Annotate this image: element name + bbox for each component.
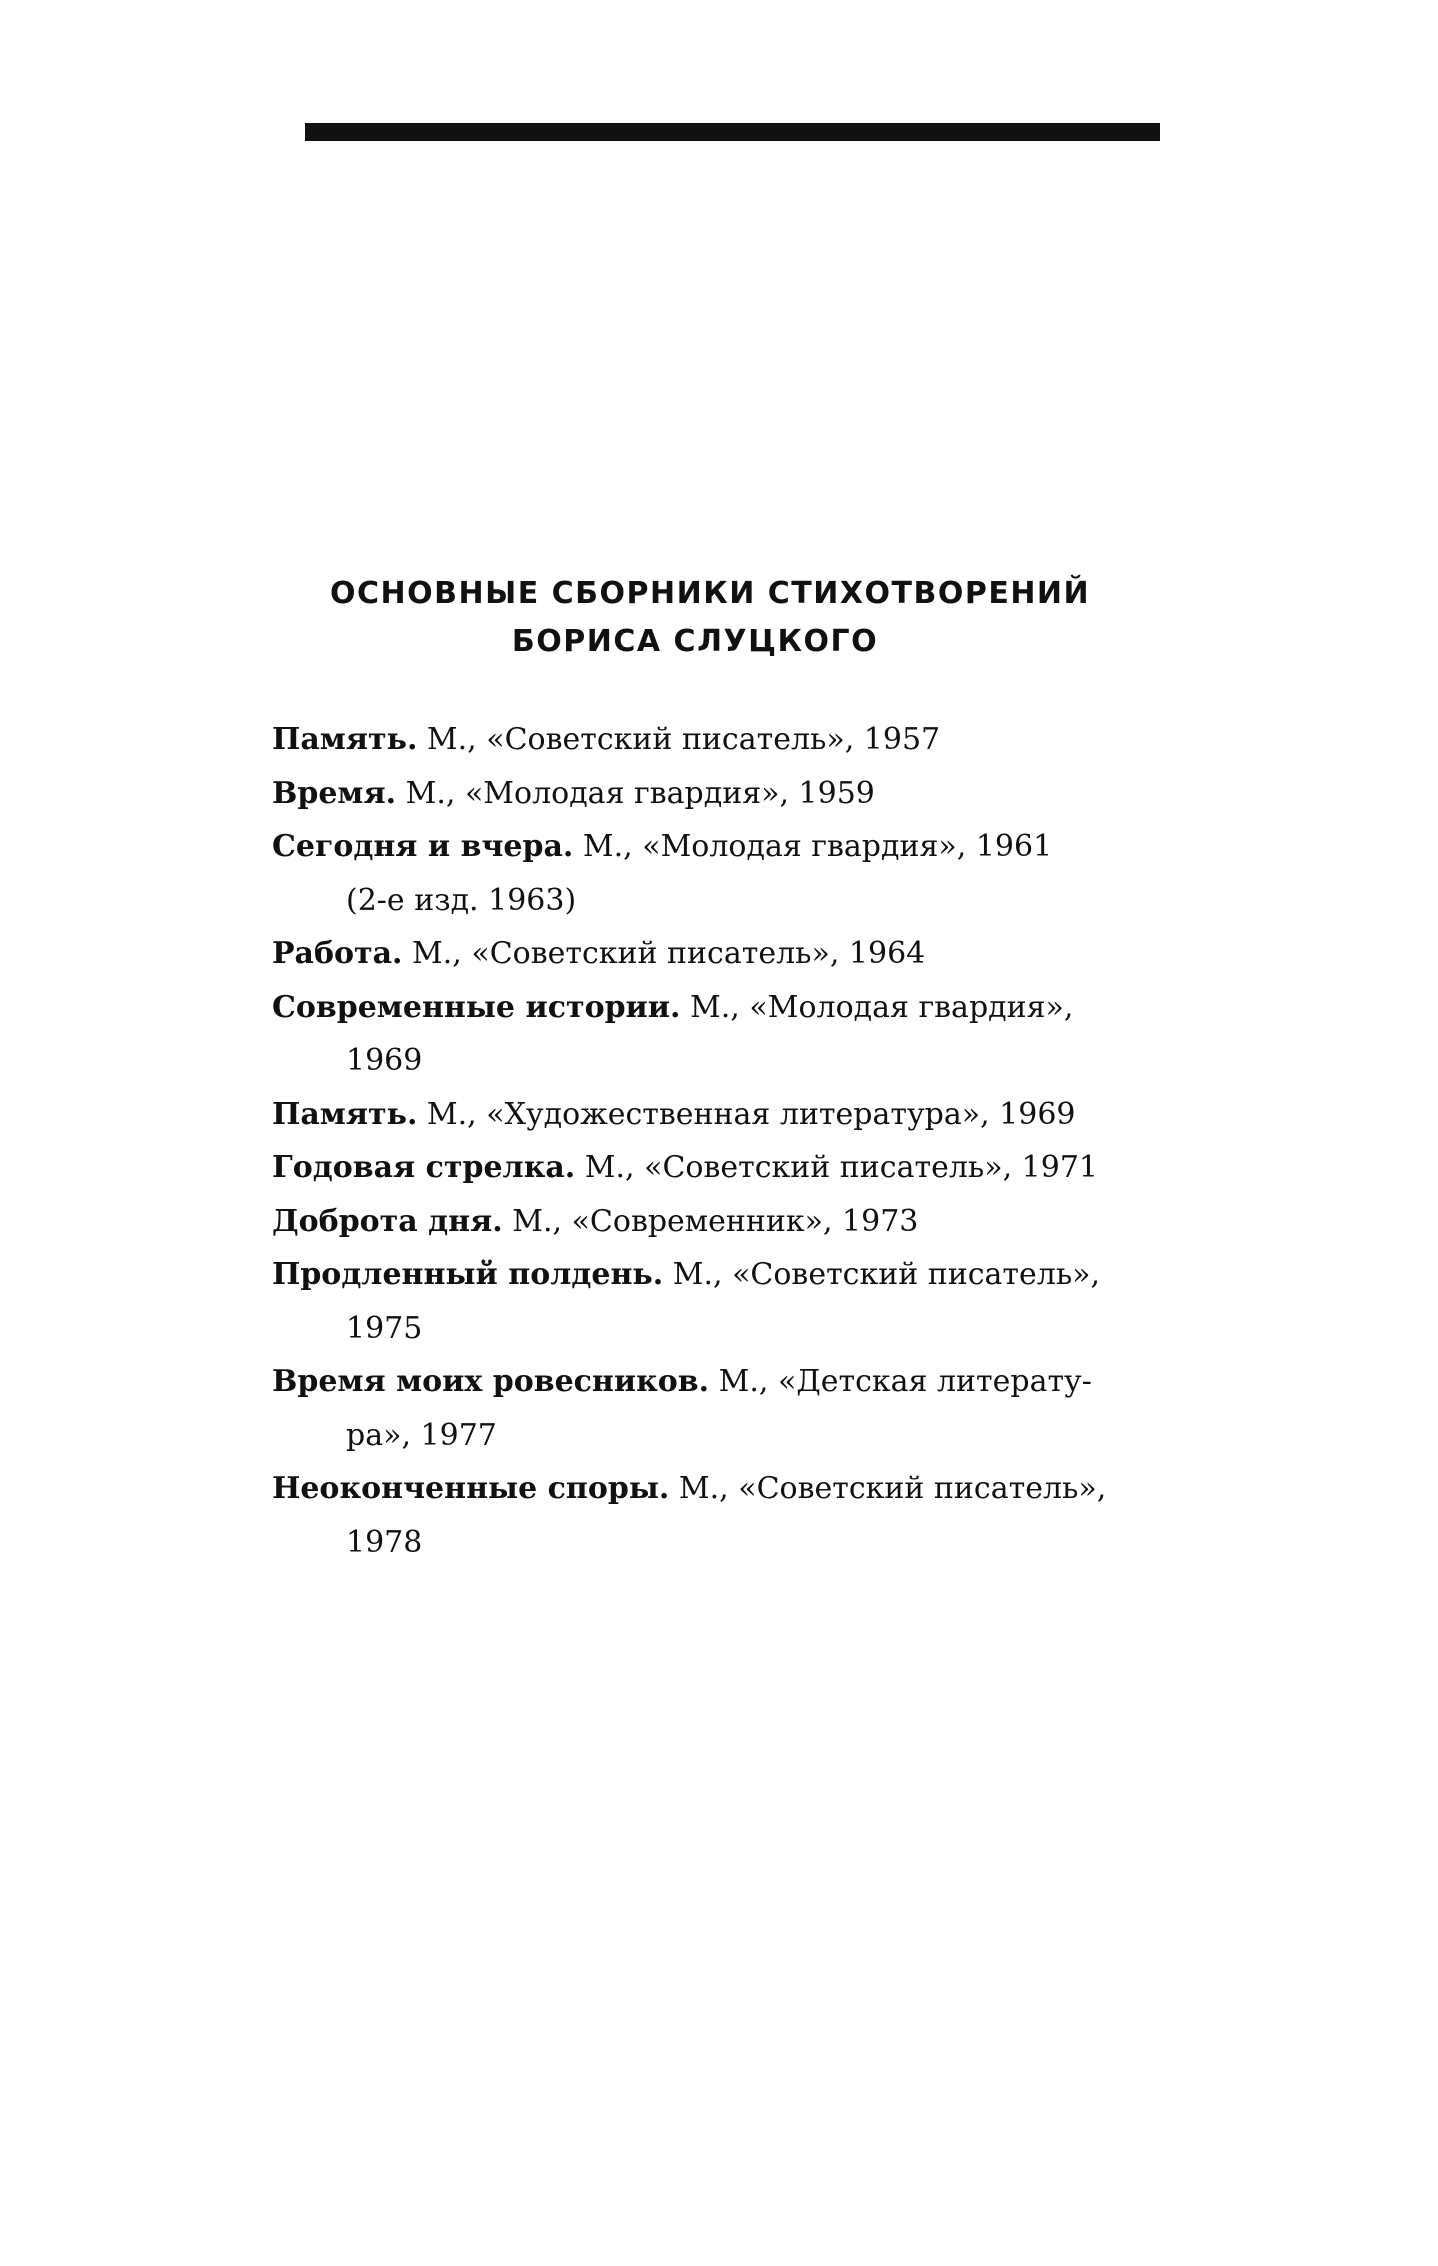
entry-10-continuation: ра», 1977 [346, 1417, 497, 1453]
entry-3-continuation: (2-е изд. 1963) [346, 882, 577, 918]
entry-10 [272, 1355, 1122, 1409]
entry-title: Доброта дня. [272, 1203, 503, 1239]
entry-details: М., «Современник», 1973 [502, 1203, 919, 1239]
entry-title: Память. [272, 1096, 418, 1132]
entry-details: М., «Молодая гвардия», 1961 [573, 829, 1053, 864]
entry-title: Время. [272, 775, 397, 811]
entry-title: Сегодня и вчера. [272, 829, 574, 864]
entry-title: Продленный полдень. [272, 1257, 664, 1292]
entry-title: Неоконченные споры. [272, 1471, 670, 1506]
entry-details: М., «Художественная литература», 1969 [417, 1096, 1076, 1132]
heading-line-2: БОРИСА СЛУЦКОГО [511, 624, 879, 659]
entry-7 [272, 1141, 1122, 1195]
entry-11 [272, 1462, 1122, 1516]
entry-4 [272, 927, 1122, 981]
entry-details: М., «Советский писатель», 1957 [417, 722, 941, 757]
entry-title: Память. [272, 722, 418, 757]
entry-9-continuation: 1975 [346, 1310, 423, 1346]
entry-6 [272, 1088, 1122, 1142]
bibliography-list [272, 713, 1122, 1569]
entry-9 [272, 1248, 1122, 1302]
entry-details: М., «Молодая гвардия», 1959 [396, 775, 875, 811]
entry-5 [272, 981, 1122, 1035]
entry-details: М., «Молодая гвардия», [680, 989, 1074, 1025]
entry-title: Время моих ровесников. [272, 1364, 710, 1399]
entry-2 [272, 767, 1122, 821]
entry-details: М., «Детская литерату- [709, 1364, 1092, 1399]
entry-3 [272, 820, 1122, 874]
heading-line-1: ОСНОВНЫЕ СБОРНИКИ СТИХОТВОРЕНИЙ [330, 576, 1091, 611]
entry-5-continuation: 1969 [346, 1043, 423, 1078]
entry-11-continuation: 1978 [346, 1524, 423, 1560]
entry-details: М., «Советский писатель», [669, 1471, 1107, 1506]
entry-details: М., «Советский писатель», 1971 [575, 1150, 1098, 1185]
entry-title: Работа. [272, 936, 403, 971]
entry-details: М., «Советский писатель», [663, 1257, 1101, 1292]
top-rule [305, 123, 1160, 141]
entry-title: Годовая стрелка. [272, 1150, 576, 1185]
entry-details: М., «Советский писатель», 1964 [402, 936, 926, 971]
entry-title: Современные истории. [272, 989, 681, 1025]
page-heading [330, 570, 1091, 666]
entry-8 [272, 1195, 1122, 1249]
entry-1 [272, 713, 1122, 767]
